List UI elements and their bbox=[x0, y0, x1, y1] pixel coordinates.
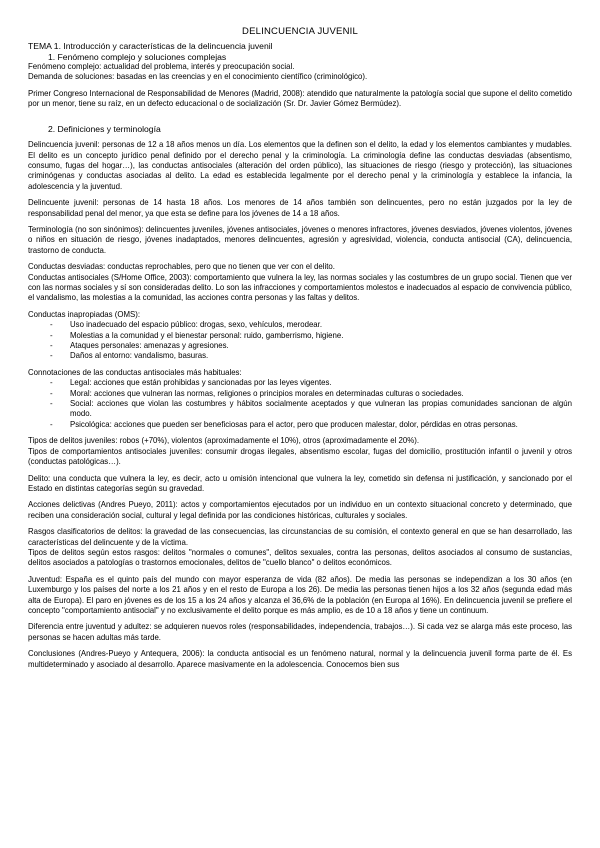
paragraph-acciones: Acciones delictivas (Andres Pueyo, 2011): actos y comportamientos ejecutados por un individuo en un contexto situacional concreto y determinado, que reciben una consideración social, cultural y legal definida por las condiciones históricas, culturales y sociales. bbox=[28, 500, 572, 520]
paragraph-terminologia: Terminología (no son sinónimos): delincuentes juveniles, jóvenes antisociales, jóvenes o menores infractores, jóvenes desviados, jóvenes violentos, jóvenes o niños en situación de riesgo, jóvenes inadaptados, menores delincuentes, agresión y agresividad, violencia, conducta antisocial (CA), delincuencia, trastorno de conducta. bbox=[28, 224, 572, 255]
paragraph-delito: Delito: una conducta que vulnera la ley, es decir, acto u omisión intencional que vulnera la ley, cometido sin defensa ni justificación, y sancionado por el Estado en distintas categorías según su gravedad. bbox=[28, 473, 572, 493]
paragraph-connotaciones: Connotaciones de las conductas antisociales más habituales: bbox=[28, 367, 242, 377]
paragraph-rasgos: Rasgos clasificatorios de delitos: la gravedad de las consecuencias, las circunstancias de su comisión, el contexto general en que se han desarrollado, las características del delincuente y de la víctima. bbox=[28, 527, 572, 547]
paragraph-delincuencia: Delincuencia juvenil: personas de 12 a 18 años menos un día. Los elementos que la definen son el delito, la edad y los elementos cambiantes y mudables. El delito es un concepto jurídico penal definido por el derecho penal y la criminología. La criminología define las conductas desviadas (absentismo, consumo, fugas del hogar…), las conductas antisociales (alteración del orden público), las situaciones de riesgo (riesgo y protección), las situaciones criminógenas y conductas asociadas al delito. La edad es establecida legalmente por el derecho penal y la criminología y establece la infancia, la adolescencia y la juventud. bbox=[28, 140, 572, 191]
paragraph-delincuente: Delincuente juvenil: personas de 14 hasta 18 años. Los menores de 14 años también son delincuentes, pero no están juzgados por la ley de responsabilidad penal del menor, ya que esta se define para los jóvenes de 14 a 18 años. bbox=[28, 198, 572, 218]
list-item: - Daños al entorno: vandalismo, basuras. bbox=[50, 351, 572, 361]
section-heading-2: 2. Definiciones y terminología bbox=[48, 123, 161, 134]
paragraph-tipos-rasgos: Tipos de delitos según estos rasgos: delitos "normales o comunes", delitos sexuales, contra las personas, delitos asociados al consumo de sustancias, delitos asociados a patologías o trastornos emocionales, delitos de "cuello blanco" o delitos económicos. bbox=[28, 547, 572, 568]
paragraph-conclusiones: Conclusiones (Andres-Pueyo y Antequera, 2006): la conducta antisocial es un fenómeno natural, normal y la delincuencia juvenil forma parte de él. Es multideterminado y asociado al desarrollo. Aparece masivamente en la adolescencia. Conocemos bien sus bbox=[28, 649, 572, 669]
list-inapropiadas bbox=[28, 320, 572, 362]
paragraph-fenomeno: Fenómeno complejo: actualidad del problema, interés y preocupación social. bbox=[28, 62, 295, 71]
list-item: - Legal: acciones que están prohibidas y sancionadas por las leyes vigentes. bbox=[50, 378, 572, 388]
paragraph-antisociales: Conductas antisociales (S/Home Office, 2003): comportamiento que vulnera la ley, las normas sociales y las costumbres de un grupo social. Tienen que ver con las normas sociales y sí son consideradas delito. Lo son las infracciones y comportamientos molestos e inadecuados al espacio de convivencia público, el vandalismo, las molestias a la comunidad, las acciones contra personas y las faltas y delitos. bbox=[28, 272, 572, 303]
list-item: - Ataques personales: amenazas y agresiones. bbox=[50, 341, 572, 351]
list-item: - Moral: acciones que vulneran las normas, religiones o principios morales en determinadas culturas o sociedades. bbox=[50, 389, 572, 399]
section-heading-1: 1. Fenómeno complejo y soluciones complejas bbox=[48, 51, 227, 62]
paragraph-tipos-comportamientos: Tipos de comportamientos antisociales juveniles: consumir drogas ilegales, absentismo escolar, fugas del domicilio, prostitución infantil o juvenil y otros (conductas patológicas…). bbox=[28, 446, 572, 467]
paragraph-inapropiadas: Conductas inapropiadas (OMS): bbox=[28, 309, 141, 319]
topic-heading: TEMA 1. Introducción y características de la delincuencia juvenil bbox=[28, 41, 273, 51]
paragraph-demanda: Demanda de soluciones: basadas en las creencias y en el conocimiento científico (criminológico). bbox=[28, 72, 368, 82]
list-connotaciones bbox=[28, 378, 572, 430]
paragraph-diferencia: Diferencia entre juventud y adultez: se adquieren nuevos roles (responsabilidades, independencia, trabajos…). Si cada vez se alarga más este proceso, las personas se hacen adultas más tarde. bbox=[28, 622, 572, 642]
list-item: - Social: acciones que violan las costumbres y hábitos socialmente aceptados y que vulneran las propias comunidades sancionan de algún modo. bbox=[50, 399, 572, 420]
paragraph-congreso: Primer Congreso Internacional de Responsabilidad de Menores (Madrid, 2008): atendido que naturalmente la patología social que supone el delito cometido por un menor, tiene su raíz, en un defecto educacional o de socialización (Sr. Dr. Javier Gómez Bermúdez). bbox=[28, 88, 572, 109]
paragraph-tipos-delitos: Tipos de delitos juveniles: robos (+70%), violentos (aproximadamente el 10%), otros (aproximadamente el 20%). bbox=[28, 436, 419, 446]
list-item: - Molestias a la comunidad y el bienestar personal: ruido, gamberrismo, higiene. bbox=[50, 331, 572, 341]
list-item: - Psicológica: acciones que pueden ser beneficiosas para el actor, pero que producen malestar, dolor, pérdidas en otras personas. bbox=[50, 420, 572, 430]
document-title: DELINCUENCIA JUVENIL bbox=[242, 26, 358, 37]
paragraph-juventud: Juventud: España es el quinto país del mundo con mayor esperanza de vida (82 años). De media las personas se independizan a los 30 años (en Luxemburgo y los países del norte a los 21 años y en el resto de Europa a los 26). De media las personas tienen hijos a los 32 años (segunda edad más alta de Europa). El paro en jóvenes es de los 15 a los 24 años y alcanza el 36,6% de la población (en Europa al 16%). En delincuencia juvenil se prefiere el concepto "comportamiento antisocial" y no exclusivamente el delito porque es más amplio, es de 10 a 18 años y tiene un continuum. bbox=[28, 574, 572, 615]
document-page bbox=[28, 26, 572, 670]
paragraph-desviadas: Conductas desviadas: conductas reprochables, pero que no tienen que ver con el delito. bbox=[28, 262, 335, 272]
list-item: - Uso inadecuado del espacio público: drogas, sexo, vehículos, merodear. bbox=[50, 320, 572, 330]
